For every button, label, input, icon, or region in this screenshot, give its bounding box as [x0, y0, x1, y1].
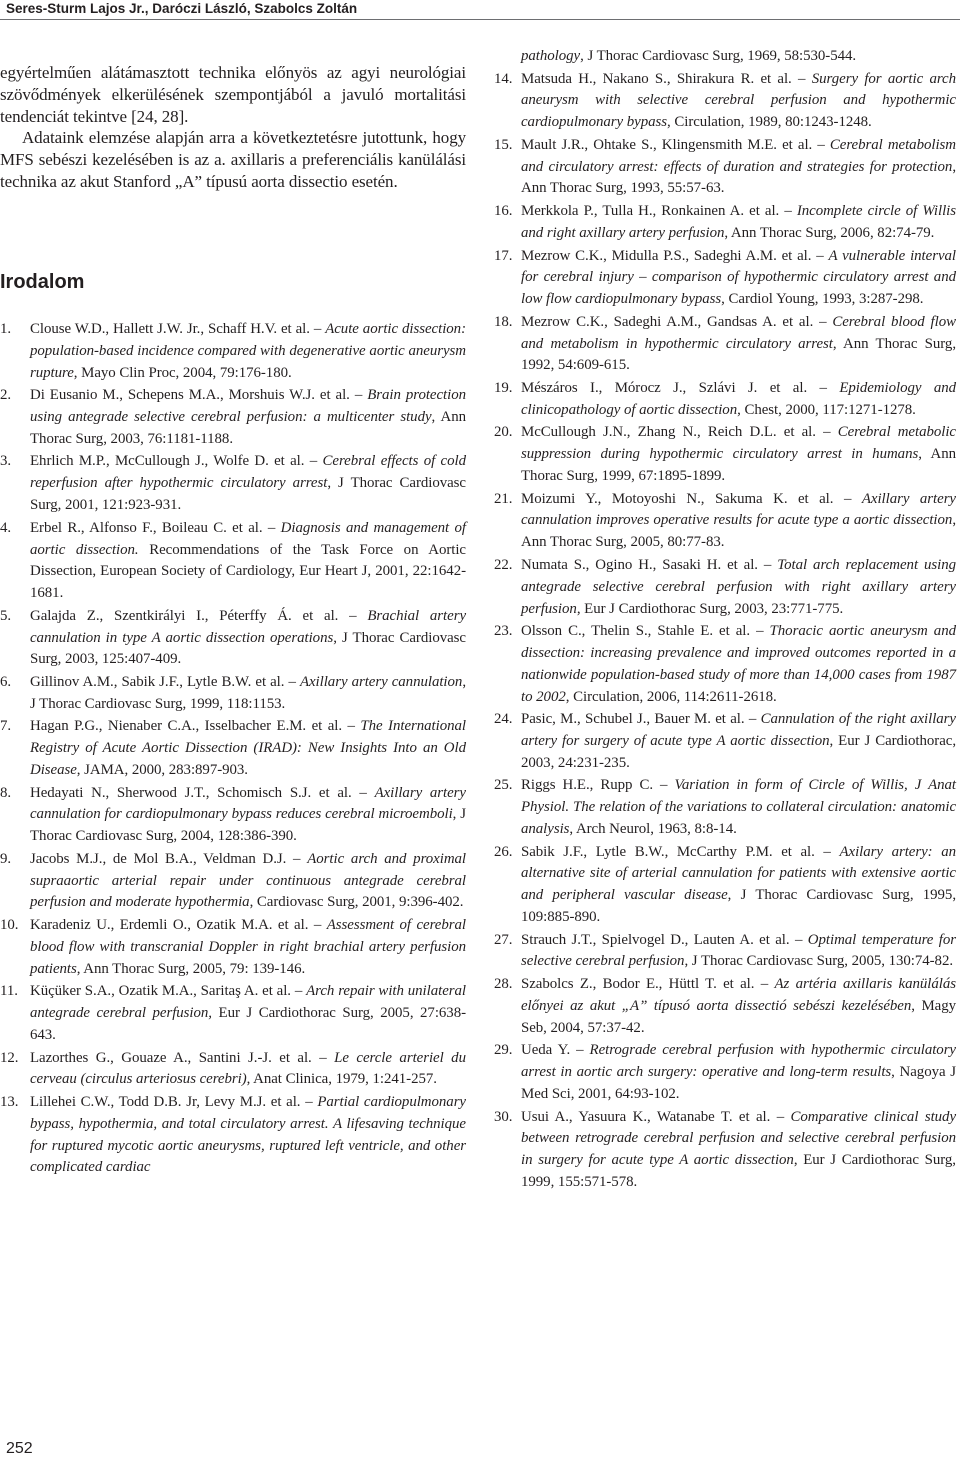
- right-column: [494, 46, 956, 1194]
- reference-item: 18. Mezrow C.K., Sadeghi A.M., Gandsas A. et al. – Cerebral blood flow and metabolism in hypothermic circulatory arrest, Ann Thorac Surg, 1992, 54:609-615.: [494, 313, 956, 374]
- header-authors: Seres-Sturm Lajos Jr., Daróczi László, Szabolcs Zoltán: [6, 1, 358, 16]
- reference-item: 2. Di Eusanio M., Schepens M.A., Morshuis W.J. et al. – Brain protection using antegrade selective cerebral perfusion: a multicenter study, Ann Thorac Surg, 2003, 76:1181-1188.: [0, 387, 467, 447]
- reference-list-left: [0, 319, 466, 1179]
- reference-item: 19. Mészáros I., Mórocz J., Szlávi J. et al. – Epidemiology and clinicopathology of aortic dissection, Chest, 2000, 117:1271-1278.: [494, 380, 957, 418]
- reference-item: 11. Küçüker S.A., Ozatik M.A., Saritaş A. et al. – Arch repair with unilateral antegrade cerebral perfusion, Eur J Cardiothorac Surg, 2005, 27:638-643.: [0, 983, 466, 1043]
- reference-item: 3. Ehrlich M.P., McCullough J., Wolfe D. et al. – Cerebral effects of cold reperfusion after hypothermic circulatory arrest, J Thorac Cardiovasc Surg, 2001, 121:923-931.: [0, 453, 466, 514]
- reference-item: 10. Karadeniz U., Erdemli O., Ozatik M.A. et al. – Assessment of cerebral blood flow with transcranial Doppler in right brachial artery perfusion patients, Ann Thorac Surg, 2005, 79: 139-146.: [0, 917, 466, 977]
- page-number: 252: [6, 1440, 33, 1457]
- intro-paragraph: egyértelműen alátámasztott technika előnyös az agyi neurológiai szövődmények elkerülésének szempontjából a javuló mortalitási tendenciát tekintve [24, 28].: [0, 63, 466, 126]
- reference-item: 15. Mault J.R., Ohtake S., Klingensmith M.E. et al. – Cerebral metabolism and circulatory arrest: effects of duration and strategies for protection, Ann Thorac Surg, 1993, 55:57-63.: [494, 136, 956, 197]
- reference-item: 28. Szabolcs Z., Bodor E., Hüttl T. et al. – Az artéria axillaris kanülálás előnyei az akut „A” típusó aorta dissectió sebészi kezelésében, Magy Seb, 2004, 57:37-42.: [494, 976, 957, 1036]
- reference-item: 20. McCullough J.N., Zhang N., Reich D.L. et al. – Cerebral metabolic suppression during hypothermic circulatory arrest in humans, Ann Thorac Surg, 1999, 67:1895-1899.: [494, 424, 956, 485]
- header-rule: [0, 19, 960, 20]
- reference-item: 5. Galajda Z., Szentkirályi I., Péterffy Á. et al. – Brachial artery cannulation in type A aortic dissection operations, J Thorac Cardiovasc Surg, 2003, 125:407-409.: [0, 607, 466, 668]
- reference-item: 17. Mezrow C.K., Midulla P.S., Sadeghi A.M. et al. – A vulnerable interval for cerebral injury – comparison of hypothermic circulatory arrest and low flow cardiopulmonary bypass, Cardiol Young, 1993, 3:287-298.: [494, 247, 956, 308]
- left-column: [0, 62, 467, 1176]
- reference-item: 9. Jacobs M.J., de Mol B.A., Veldman D.J. – Aortic arch and proximal supraaortic arterial repair under continuous antegrade cerebral perfusion and moderate hypothermia, Cardiovasc Surg, 2001, 9:396-402.: [0, 850, 466, 911]
- intro-paragraph: Adataink elemzése alapján arra a következtetésre jutottunk, hogy MFS sebészi kezelésében is az a. axillaris a preferenciális kanülálási technika az akut Stanford „A” típusú aorta dissectio esetén.: [0, 128, 466, 191]
- reference-item: 27. Strauch J.T., Spielvogel D., Lauten A. et al. – Optimal temperature for selective cerebral perfusion, J Thorac Cardiovasc Surg, 2005, 130:74-82.: [494, 931, 956, 970]
- reference-item: 22. Numata S., Ogino H., Sasaki H. et al. – Total arch replacement using antegrade selective cerebral perfusion with right axillary artery perfusion, Eur J Cardiothorac Surg, 2003, 23:771-775.: [494, 556, 957, 617]
- reference-item: 8. Hedayati N., Sherwood J.T., Schomisch S.J. et al. – Axillary artery cannulation for cardiopulmonary bypass reduces cerebral microemboli, J Thorac Cardiovasc Surg, 2004, 128:386-390.: [0, 784, 466, 845]
- reference-item: 7. Hagan P.G., Nienaber C.A., Isselbacher E.M. et al. – The International Registry of Acute Aortic Dissection (IRAD): New Insights Into an Old Disease, JAMA, 2000, 283:897-903.: [0, 718, 466, 778]
- reference-item: 12. Lazorthes G., Gouaze A., Santini J.-J. et al. – Le cercle arteriel du cerveau (circulus arteriosus cerebri), Anat Clinica, 1979, 1:241-257.: [0, 1049, 466, 1088]
- reference-item: 21. Moizumi Y., Motoyoshi N., Sakuma K. et al. – Axillary artery cannulation improves operative results for acute type a aortic dissection, Ann Thorac Surg, 2005, 80:77-83.: [494, 490, 956, 551]
- reference-item: 30. Usui A., Yasuura K., Watanabe T. et al. – Comparative clinical study between retrograde cerebral perfusion and selective cerebral perfusion in surgery for acute type A aortic dissection, Eur J Cardiothorac Surg, 1999, 155:571-578.: [494, 1108, 957, 1190]
- reference-item: 6. Gillinov A.M., Sabik J.F., Lytle B.W. et al. – Axillary artery cannulation, J Thorac Cardiovasc Surg, 1999, 118:1153.: [0, 673, 466, 712]
- reference-item: 16. Merkkola P., Tulla H., Ronkainen A. et al. – Incomplete circle of Willis and right axillary artery perfusion, Ann Thorac Surg, 2006, 82:74-79.: [494, 203, 956, 241]
- reference-item: 29. Ueda Y. – Retrograde cerebral perfusion with hypothermic circulatory arrest in aortic arch surgery: operative and long-term results, Nagoya J Med Sci, 2001, 64:93-102.: [494, 1042, 956, 1102]
- reference-item: 25. Riggs H.E., Rupp C. – Variation in form of Circle of Willis, J Anat Physiol. The relation of the variations to collateral circulation: anatomic analysis, Arch Neurol, 1963, 8:8-14.: [494, 777, 956, 838]
- running-header: [0, 0, 960, 22]
- reference-item: 4. Erbel R., Alfonso F., Boileau C. et al. – Diagnosis and management of aortic dissection. Recommendations of the Task Force on Aortic Dissection, European Society of Cardiology, Eur Heart J, 2001, 22:1642-1681.: [0, 519, 466, 602]
- reference-item: 23. Olsson C., Thelin S., Stahle E. et al. – Thoracic aortic aneurysm and dissection: increasing prevalence and improved outcomes reported in a nationwide population-based study of more than 14,000 cases from 1987 to 2002, Circulation, 2006, 114:2611-2618.: [494, 623, 956, 705]
- reference-item: 14. Matsuda H., Nakano S., Shirakura R. et al. – Surgery for aortic arch aneurysm with selective cerebral perfusion and hypothermic cardiopulmonary bypass, Circulation, 1989, 80:1243-1248.: [494, 70, 956, 131]
- reference-item: 1. Clouse W.D., Hallett J.W. Jr., Schaff H.V. et al. – Acute aortic dissection: population-based incidence compared with degenerative aortic aneurysm rupture, Mayo Clin Proc, 2004, 79:176-180.: [0, 321, 466, 381]
- reference-item: 26. Sabik J.F., Lytle B.W., McCarthy P.M. et al. – Axilary artery: an alternative site of arterial cannulation for patients with extensive aortic and peripheral vascular disease, J Thorac Cardiovasc Surg, 1995, 109:885-890.: [494, 843, 957, 926]
- reference-item: 13. Lillehei C.W., Todd D.B. Jr, Levy M.J. et al. – Partial cardiopulmonary bypass, hypothermia, and total circulatory arrest. A lifesaving technique for ruptured mycotic aortic aneurysms, ruptured left ventricle, and other complicated cardiac: [0, 1094, 466, 1176]
- section-heading: Irodalom: [0, 271, 85, 293]
- reference-item-continued: pathology, J Thorac Cardiovasc Surg, 1969, 58:530-544.: [521, 48, 857, 64]
- reference-item: 24. Pasic, M., Schubel J., Bauer M. et al. – Cannulation of the right axillary artery for surgery of acute type A aortic dissection, Eur J Cardiothorac, 2003, 24:231-235.: [494, 711, 956, 771]
- intro-text: [0, 62, 466, 193]
